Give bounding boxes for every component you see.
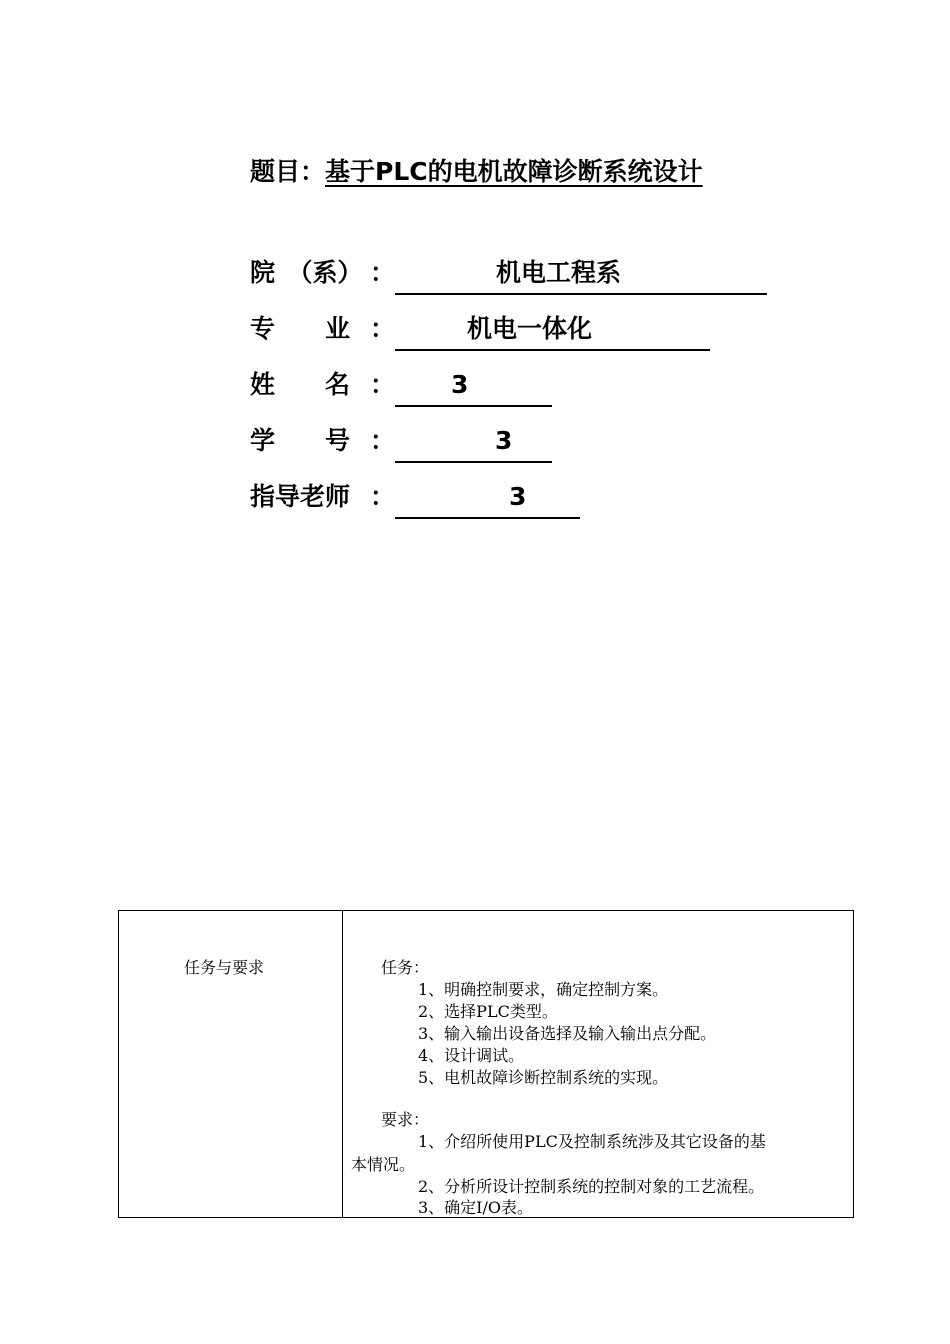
student-id-label: 学 号 — [250, 426, 351, 455]
advisor-value: 3 — [509, 482, 527, 511]
thesis-title — [250, 152, 703, 192]
task-item: 4、设计调试。 — [418, 1046, 525, 1065]
advisor-label: 指导老师 — [250, 482, 351, 511]
student-id-value-line — [395, 421, 552, 463]
major-value: 机电一体化 — [467, 314, 593, 343]
student-id-colon: ： — [370, 426, 396, 455]
department-label: 院 （系） — [250, 258, 363, 287]
requirements-title: 要求： — [381, 1110, 430, 1129]
name-value: 3 — [451, 370, 469, 399]
advisor-value-line — [395, 477, 580, 519]
task-item: 3、输入输出设备选择及输入输出点分配。 — [418, 1024, 717, 1043]
name-colon: ： — [370, 370, 396, 399]
task-item: 1、明确控制要求，确定控制方案。 — [418, 980, 669, 999]
table-heading-cell — [119, 911, 343, 1217]
advisor-colon: ： — [370, 482, 396, 511]
title-topic: 基于PLC的电机故障诊断系统设计 — [325, 157, 703, 186]
table-heading: 任务与要求 — [184, 958, 265, 977]
task-item: 5、电机故障诊断控制系统的实现。 — [418, 1068, 669, 1087]
requirement-item: 2、分析所设计控制系统的控制对象的工艺流程。 — [418, 1177, 765, 1196]
major-label: 专 业 — [250, 314, 351, 343]
requirement-item: 3、确定I/O表。 — [418, 1198, 534, 1217]
task-requirements-table — [118, 910, 854, 1218]
major-colon: ： — [370, 314, 396, 343]
requirement-item: 1、介绍所使用PLC及控制系统涉及其它设备的基 — [418, 1132, 766, 1151]
table-content-cell — [343, 911, 853, 1217]
task-item: 2、选择PLC类型。 — [418, 1002, 558, 1021]
major-value-line — [395, 309, 710, 351]
title-prefix: 题目： — [250, 157, 326, 186]
tasks-title: 任务： — [381, 958, 430, 977]
department-colon: ： — [370, 258, 396, 287]
student-id-value: 3 — [495, 426, 513, 455]
requirement-item-continued: 本情况。 — [351, 1155, 416, 1174]
name-label: 姓 名 — [250, 370, 351, 399]
name-value-line — [395, 365, 552, 407]
department-value: 机电工程系 — [496, 258, 622, 287]
department-value-line — [395, 253, 767, 295]
